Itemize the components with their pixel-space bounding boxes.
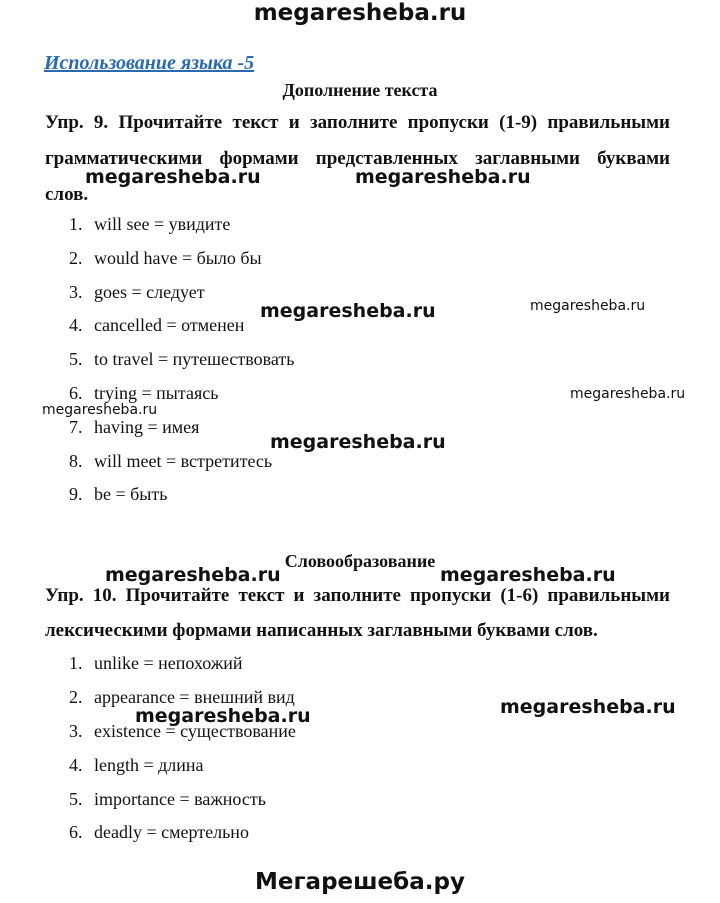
item-text: goes = следует [94, 282, 205, 302]
item-number: 3. [69, 282, 83, 302]
exercise9-list-item [69, 484, 167, 505]
item-text: would have = было бы [94, 248, 262, 268]
item-text: to travel = путешествовать [94, 349, 295, 369]
item-text: having = имея [94, 417, 200, 437]
exercise9-task-line-1: Упр. 9. Прочитайте текст и заполните пропуски (1-9) правильными [45, 112, 670, 133]
item-number: 5. [69, 349, 83, 369]
exercise10-heading: Словообразование [284, 551, 436, 571]
exercise10-list-item [69, 822, 249, 843]
exercise9-list-item [69, 451, 272, 472]
item-text: will meet = встретитесь [94, 451, 273, 471]
exercise9-list-item [69, 248, 262, 269]
item-text: appearance = внешний вид [94, 687, 295, 707]
inline-watermark: megaresheba.ru [500, 696, 676, 718]
section-title-link[interactable]: Использование языка -5 [44, 52, 255, 74]
item-number: 3. [69, 721, 83, 741]
exercise9-list-item [69, 282, 205, 303]
exercise10-list-item [69, 653, 243, 674]
item-number: 4. [69, 755, 83, 775]
item-text: importance = важность [94, 789, 266, 809]
inline-watermark-small: megaresheba.ru [570, 386, 686, 402]
inline-watermark: megaresheba.ru [270, 431, 446, 453]
exercise9-list-item [69, 383, 218, 404]
item-text: trying = пытаясь [94, 383, 219, 403]
item-number: 9. [69, 484, 83, 504]
item-number: 8. [69, 451, 83, 471]
inline-watermark: megaresheba.ru [85, 166, 261, 188]
item-text: length = длина [94, 755, 204, 775]
item-number: 1. [69, 214, 83, 234]
exercise9-list-item [69, 315, 244, 336]
exercise9-heading: Дополнение текста [282, 80, 438, 100]
site-watermark-top: megaresheba.ru [253, 0, 467, 26]
item-number: 1. [69, 653, 83, 673]
site-watermark-bottom: Мегарешеба.ру [255, 869, 465, 895]
item-number: 4. [69, 315, 83, 335]
item-number: 6. [69, 822, 83, 842]
exercise10-task-line-2: лексическими формами написанных заглавными буквами слов. [45, 620, 598, 641]
exercise10-list-item [69, 789, 266, 810]
item-number: 7. [69, 417, 83, 437]
inline-watermark: megaresheba.ru [355, 166, 531, 188]
inline-watermark: megaresheba.ru [135, 705, 311, 727]
item-number: 2. [69, 687, 83, 707]
exercise9-task-line-2: грамматическими формами представленных заглавными буквами [45, 148, 670, 169]
item-text: unlike = непохожий [94, 653, 243, 673]
exercise9-list-item [69, 417, 199, 438]
item-number: 5. [69, 789, 83, 809]
exercise9-task-line-3: слов. [45, 184, 89, 205]
inline-watermark-small: megaresheba.ru [530, 298, 646, 314]
inline-watermark-small: megaresheba.ru [42, 402, 158, 418]
item-text: be = быть [94, 484, 168, 504]
item-number: 6. [69, 383, 83, 403]
exercise10-list-item [69, 755, 204, 776]
inline-watermark: megaresheba.ru [260, 300, 436, 322]
exercise10-task-line-1: Упр. 10. Прочитайте текст и заполните пропуски (1-6) правильными [45, 585, 670, 606]
inline-watermark: megaresheba.ru [105, 564, 281, 586]
exercise9-list-item [69, 214, 230, 235]
item-text: deadly = смертельно [94, 822, 249, 842]
item-text: will see = увидите [94, 214, 231, 234]
item-text: cancelled = отменен [94, 315, 245, 335]
item-text: existence = существование [94, 721, 296, 741]
inline-watermark: megaresheba.ru [440, 564, 616, 586]
item-number: 2. [69, 248, 83, 268]
exercise9-list-item [69, 349, 295, 370]
